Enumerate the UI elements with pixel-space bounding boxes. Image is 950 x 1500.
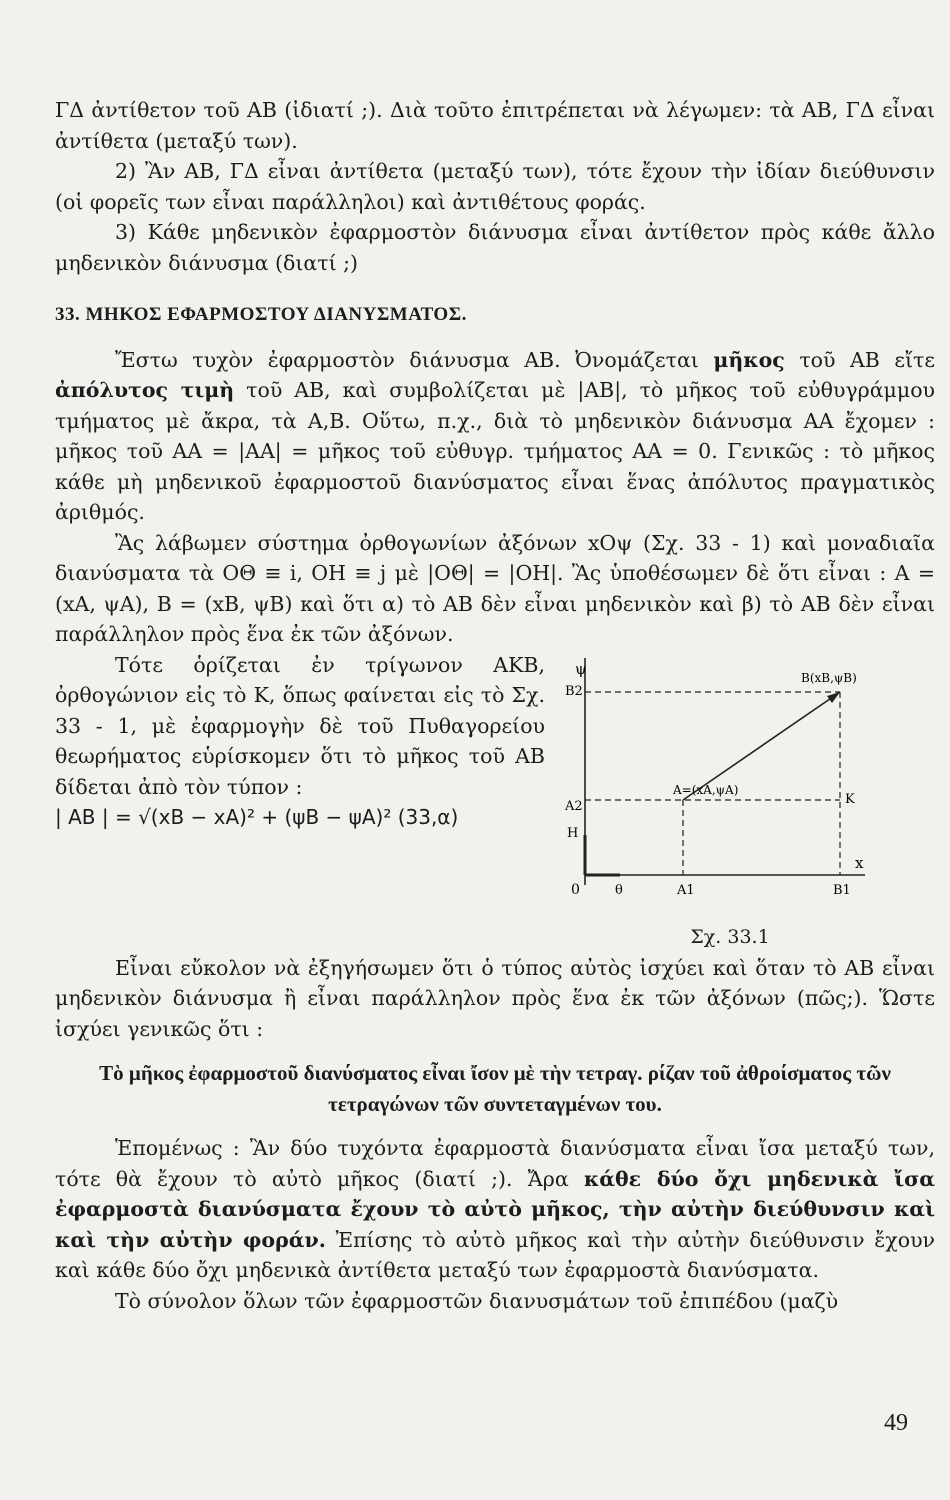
text-with-figure	[55, 650, 935, 953]
paragraph-property-2: 2) Ἂν AB, ΓΔ εἶναι ἀντίθετα (μεταξύ των), τότε ἔχουν τὴν ἰδίαν διεύθυνσιν (οἱ φορεῖς των εἶναι παράλληλοι) καὶ ἀντιθέτους φοράς.	[55, 159, 935, 214]
label-theta: θ	[615, 882, 623, 898]
section-heading: 33. ΜΗΚΟΣ ΕΦΑΡΜΟΣΤΟΥ ΔΙΑΝΥΣΜΑΤΟΣ.	[55, 304, 467, 325]
term-length: μῆκος	[713, 347, 785, 372]
label-a: A=(xA,ψA)	[673, 782, 739, 797]
theorem-statement: Τὸ μῆκος ἐφαρμοστοῦ διανύσματος εἶναι ἴσον μὲ τὴν τετραγ. ρίζαν τοῦ ἀθροίσματος τῶν τετραγώνων τῶν συντεταγμένων του.	[99, 1061, 891, 1116]
label-origin: 0	[571, 881, 580, 898]
paragraph-triangle: Τότε ὁρίζεται ἐν τρίγωνον AKB, ὀρθογώνιον εἰς τὸ K, ὅπως φαίνεται εἰς τὸ Σχ. 33 - 1, μὲ ἐφαρμογὴν δὲ τοῦ Πυθαγορείου θεωρήματος εὑρίσκομεν ὅτι τὸ μῆκος τοῦ AB δίδεται ἀπὸ τὸν τύπον :	[55, 652, 545, 799]
label-a2: A2	[565, 798, 583, 814]
coordinate-diagram	[565, 650, 885, 910]
term-absolute-value: ἀπόλυτος τιμὴ	[55, 378, 235, 402]
paragraph-length-definition	[55, 345, 935, 528]
label-b: B(xB,ψB)	[801, 670, 857, 685]
paragraph-set-of-vectors: Τὸ σύνολον ὅλων τῶν ἐφαρμοστῶν διανυσμάτων τοῦ ἐπιπέδου (μαζὺ	[115, 1288, 839, 1313]
text-run: Ἑπομένως : Ἂν δύο τυχόντα ἐφαρμοστὰ διανύσματα εἶναι ἴσα μεταξύ των, τότε θὰ ἔχουν τὸ αὐτὸ μῆκος (διατί ;). Ἄρα	[55, 1136, 935, 1191]
page-number: 49	[884, 1410, 908, 1436]
label-b1: B1	[833, 882, 851, 898]
paragraph-consequences	[55, 1133, 935, 1286]
paragraph-opposite-vectors: ΓΔ ἀντίθετον τοῦ AB (ἰδιατί ;). Διὰ τοῦτο ἐπιτρέπεται νὰ λέγωμεν: τὰ AB, ΓΔ εἶναι ἀντίθετα (μεταξύ των).	[55, 98, 935, 153]
text-run: τοῦ AB εἴτε	[784, 347, 935, 372]
vector-arrowhead	[827, 692, 840, 703]
text-run: Ἔστω τυχὸν ἐφαρμοστὸν διάνυσμα AB. Ὀνομάζεται	[115, 347, 714, 372]
page-content	[55, 95, 935, 1316]
formula-length: | AB | = √(xB − xA)² + (ψB − ψA)² (33,α)	[55, 805, 459, 829]
label-y: ψ	[575, 659, 587, 678]
paragraph-axes-setup: Ἂς λάβωμεν σύστημα ὀρθογωνίων ἀξόνων xOψ (Σχ. 33 - 1) καὶ μοναδιαῖα διανύσματα τὰ OΘ ≡ i, OH ≡ j μὲ |OΘ| = |OH|. Ἂς ὑποθέσωμεν δὲ ὅτι εἶναι : A = (xA, ψA), B = (xB, ψB) καὶ ὅτι α) τὸ AB δὲν εἶναι μηδενικὸν καὶ β) τὸ AB δὲν εἶναι παράλληλον πρὸς ἕνα ἐκ τῶν ἀξόνων.	[55, 530, 935, 646]
figure-33-1	[565, 650, 895, 953]
emphasized-conclusion: κάθε δύο ὄχι μηδενικὰ ἴσα ἐφαρμοστὰ διανύσματα ἔχουν τὸ αὐτὸ μῆκος, τὴν αὐτὴν διεύθυνσιν καὶ καὶ τὴν αὐτὴν φοράν.	[55, 1166, 936, 1252]
label-x: x	[855, 853, 864, 872]
label-h: H	[567, 825, 579, 841]
figure-caption: Σχ. 33.1	[690, 926, 770, 948]
label-k: K	[845, 791, 855, 807]
text-run: τοῦ AB, καὶ συμβολίζεται μὲ |AB|, τὸ μῆκος τοῦ εὐθυγράμμου τμήματος μὲ ἄκρα, τὰ A,B. Οὕτω, π.χ., διὰ τὸ μηδενικὸν διάνυσμα AA ἔχομεν : μῆκος τοῦ AA = |AA| = μῆκος τοῦ εὐθυγρ. τμήματος AA = 0. Γενικῶς : τὸ μῆκος κάθε μὴ μηδενικοῦ ἐφαρμοστοῦ διανύσματος εἶναι ἕνας ἀπόλυτος πραγματικὸς ἀριθμός.	[55, 378, 935, 524]
paragraph-general-case: Εἶναι εὔκολον νὰ ἐξηγήσωμεν ὅτι ὁ τύπος αὐτὸς ἰσχύει καὶ ὅταν τὸ AB εἶναι μηδενικὸν διάνυσμα ἢ εἶναι παράλληλον πρὸς ἕνα ἐκ τῶν ἀξόνων (πῶς;). Ὥστε ἰσχύει γενικῶς ὅτι :	[55, 955, 935, 1041]
label-b2: B2	[565, 683, 583, 699]
text-run: Ἐπίσης τὸ αὐτὸ μῆκος καὶ τὴν αὐτὴν διεύθυνσιν ἔχουν καὶ κάθε δύο ὄχι μηδενικὰ ἀντίθετα μεταξύ των ἐφαρμοστὰ διανύσματα.	[55, 1227, 935, 1282]
paragraph-property-3: 3) Κάθε μηδενικὸν ἐφαρμοστὸν διάνυσμα εἶναι ἀντίθετον πρὸς κάθε ἄλλο μηδενικὸν διάνυσμα (διατί ;)	[55, 220, 935, 275]
label-a1: A1	[677, 882, 695, 898]
left-column	[55, 650, 545, 833]
